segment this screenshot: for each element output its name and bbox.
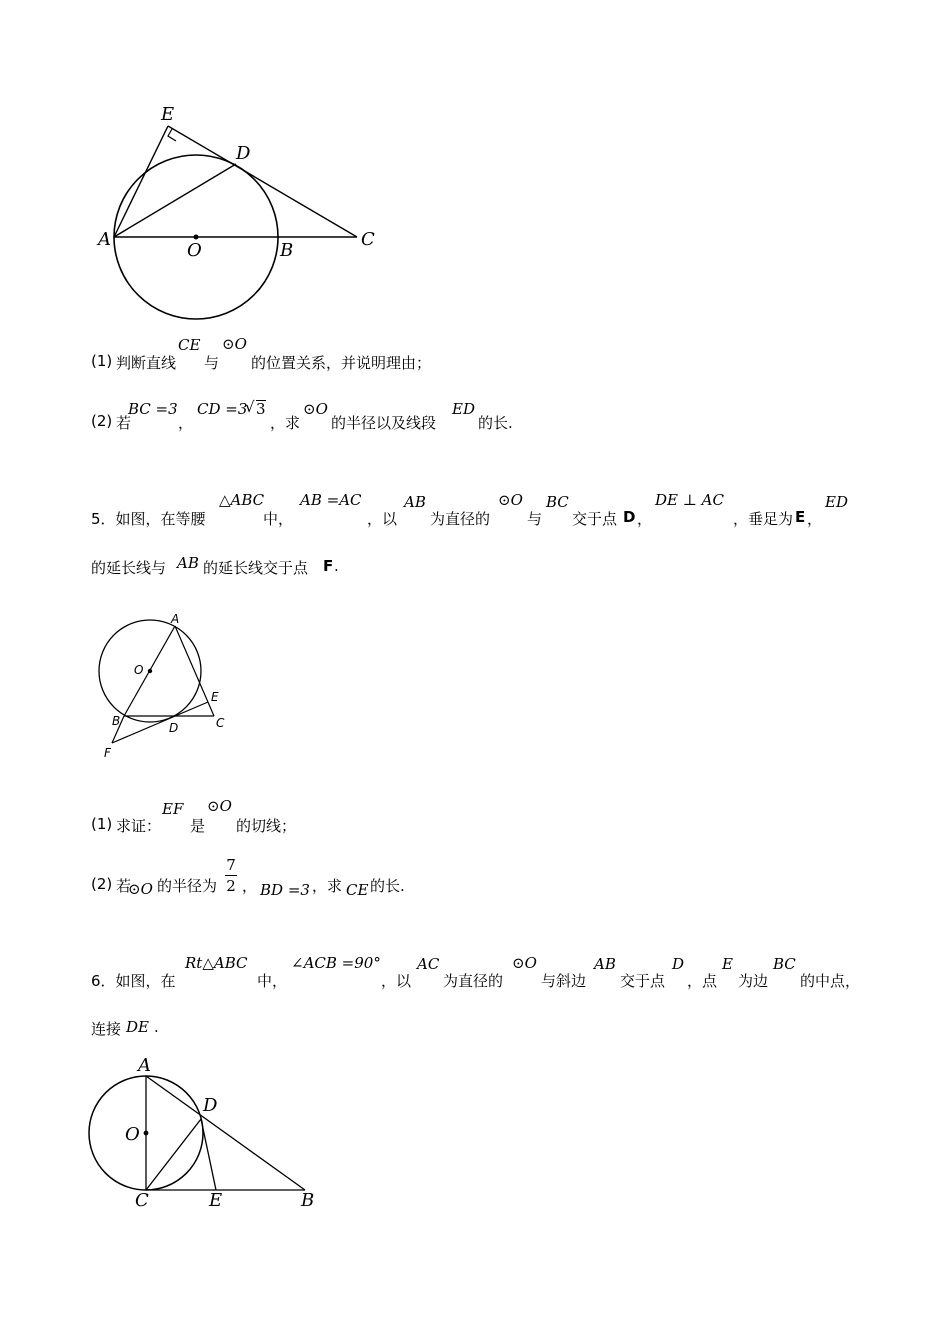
q4-p2-text4: 的半径以及线段 <box>331 414 437 432</box>
q5-text6: ， <box>637 510 653 528</box>
q5-line2-point-f: F <box>323 557 334 575</box>
q4-p1-math-circle-o: ⊙O <box>222 335 247 353</box>
label-d: D <box>236 143 251 164</box>
q5-text7: ，垂足为 <box>733 510 794 528</box>
q4-p2-sqrt-radicand: 3 <box>256 400 266 418</box>
q5-math-bc: BC <box>546 493 569 511</box>
line-de <box>201 1119 216 1190</box>
q4-p1-text2: 与 <box>204 354 220 372</box>
q6-math-ac: AC <box>417 955 440 973</box>
q5-p2-num: (2) <box>91 875 113 893</box>
fig3-label-d: D <box>203 1095 218 1116</box>
q4-p2-text1: 若 <box>116 414 132 432</box>
q5-p2-text2: 的半径为 <box>157 877 218 895</box>
q5-math-triangle-abc: △ABC <box>219 491 265 509</box>
fig2-label-c: C <box>216 716 225 730</box>
q4-p2-text2: ， <box>178 414 194 432</box>
q6-text3: 为直径的 <box>443 972 504 990</box>
label-o: O <box>187 240 202 261</box>
fig2-label-a: A <box>171 612 180 626</box>
q5-p2-fraction-seven-halves <box>223 856 239 895</box>
q6-text4: 与斜边 <box>541 972 587 990</box>
q5-p1-text2: 是 <box>190 817 206 835</box>
q6-text1: 中， <box>257 972 288 990</box>
q4-p2-math-circle-o: ⊙O <box>303 400 328 418</box>
fig3-label-a: A <box>138 1055 151 1076</box>
q5-line2-text2: 的延长线交于点 <box>203 559 309 577</box>
frac-bar <box>225 875 237 876</box>
q6-text8: 的中点， <box>800 972 861 990</box>
line-ab <box>146 1076 305 1190</box>
q4-p2-math-cd: CD =3 <box>197 400 248 418</box>
fig2-label-d: D <box>169 721 179 735</box>
q5-p1-math-ef: EF <box>162 800 184 818</box>
q4-p2-math-bc: BC =3 <box>128 400 178 418</box>
q4-p1-num: (1) <box>91 352 113 370</box>
q5-math-circle-o: ⊙O <box>498 491 523 509</box>
q5-p2-text3: ， <box>242 877 258 895</box>
fig2-label-f: F <box>104 746 111 760</box>
q5-text8: ， <box>807 510 823 528</box>
q4-p2-math-ed: ED <box>452 400 475 418</box>
q6-text7: 为边 <box>738 972 769 990</box>
q4-p1-text1: 判断直线 <box>116 354 177 372</box>
q6-math-circle-o: ⊙O <box>512 954 537 972</box>
q4-p1-math-ce: CE <box>178 336 201 354</box>
label-b: B <box>280 240 294 261</box>
fig3-label-b: B <box>301 1190 315 1211</box>
center-dot <box>148 669 152 673</box>
q5-math-ab-eq-ac: AB =AC <box>300 491 362 509</box>
q5-p2-text1: 若 <box>116 877 132 895</box>
fig2-label-e: E <box>211 690 219 704</box>
q5-p2-text4: ，求 <box>312 877 343 895</box>
q6-math-d: D <box>672 955 685 973</box>
label-a: A <box>98 229 111 250</box>
fig2-label-b: B <box>112 714 121 728</box>
label-e: E <box>161 104 175 125</box>
q5-text3: 为直径的 <box>430 510 491 528</box>
q6-math-angle-acb: ∠ACB =90° <box>291 954 381 972</box>
line-cd <box>146 1119 201 1190</box>
q5-p1-math-circle-o: ⊙O <box>207 797 232 815</box>
q5-p1-num: (1) <box>91 815 113 833</box>
q5-math-ab: AB <box>404 493 426 511</box>
q6-line2-text2: . <box>154 1018 159 1036</box>
q5-p2-text5: 的长. <box>370 877 405 895</box>
fig3-label-o: O <box>125 1124 140 1145</box>
q6-math-bc: BC <box>773 955 796 973</box>
q5-text4: 与 <box>527 510 543 528</box>
q5-p2-math-bd: BD =3 <box>260 881 310 899</box>
q6-text5: 交于点 <box>620 972 666 990</box>
q5-p1-text3: 的切线； <box>236 817 297 835</box>
q4-p2-text5: 的长. <box>478 414 513 432</box>
q6-text6: ，点 <box>687 972 718 990</box>
q5-line2-math-ab: AB <box>177 554 199 572</box>
figure-1-circle-tangent <box>0 95 400 325</box>
q5-text2: ，以 <box>367 510 398 528</box>
figure-2-isosceles-circle <box>95 615 245 765</box>
q5-math-ed: ED <box>825 493 848 511</box>
fig2-label-o: O <box>134 663 144 677</box>
q4-p2-num: (2) <box>91 412 113 430</box>
q6-math-ab: AB <box>594 955 616 973</box>
q5-text5: 交于点 <box>572 510 618 528</box>
q5-text1: 中， <box>263 510 294 528</box>
line-fe <box>112 702 208 743</box>
q5-p1-text1: 求证： <box>116 817 162 835</box>
label-c: C <box>361 229 375 250</box>
q5-number-text: 5．如图，在等腰 <box>91 510 206 528</box>
frac-denominator: 2 <box>226 877 236 895</box>
q6-line2-math-de: DE <box>126 1018 149 1036</box>
q5-line2-text3: . <box>334 557 339 575</box>
fig3-label-e: E <box>209 1190 223 1211</box>
figure-3-right-triangle-circle <box>85 1072 325 1212</box>
q6-math-e: E <box>722 955 733 973</box>
q5-math-de-perp-ac: DE ⊥ AC <box>655 491 724 509</box>
q6-number-text: 6．如图，在 <box>91 972 176 990</box>
frac-numerator: 7 <box>226 856 236 874</box>
q6-math-rt-triangle: Rt△ABC <box>185 954 248 972</box>
q6-text2: ，以 <box>381 972 412 990</box>
fig3-label-c: C <box>135 1190 149 1211</box>
q5-point-d: D <box>623 508 636 526</box>
center-dot <box>194 235 199 240</box>
line-ec <box>168 126 357 237</box>
q5-line2-text1: 的延长线与 <box>91 559 167 577</box>
q5-point-e: E <box>795 508 806 526</box>
center-dot <box>144 1131 149 1136</box>
q4-p2-text3: ，求 <box>270 414 301 432</box>
q4-p1-text3: 的位置关系，并说明理由； <box>251 354 432 372</box>
q5-p2-math-circle-o: ⊙O <box>128 880 153 898</box>
q5-p2-math-ce: CE <box>346 881 369 899</box>
q6-line2-text1: 连接 <box>91 1020 122 1038</box>
q4-p2-sqrt-sign: √ <box>245 398 255 416</box>
